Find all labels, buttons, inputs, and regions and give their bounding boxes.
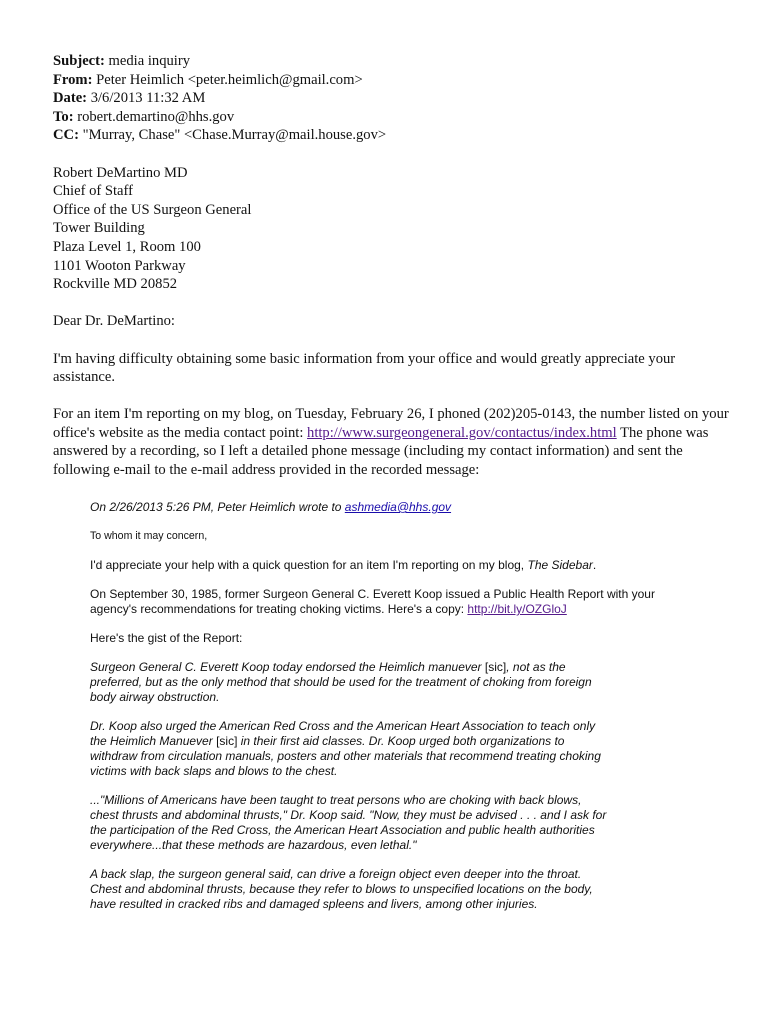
paragraph-phone-text: For an item I'm reporting on my blog, on Tuesday, February 26, I phoned (202)205-0143, the number listed on your office's website as the media contact point: <box>53 406 729 441</box>
question-text-end: . <box>592 558 597 572</box>
quoted-attribution <box>90 500 690 515</box>
gist-item-4: A back slap, the surgeon general said, can drive a foreign object even deeper into the throat. Chest and abdominal thrusts, because they refer to blows to unspecified locations on the body, have resulted in cracked ribs and damaged spleens and livers, among other injuries. <box>90 867 593 911</box>
gist-item-1 <box>90 660 610 705</box>
quoted-para-question <box>90 558 690 573</box>
quoted-para-gist: Here's the gist of the Report: <box>90 631 243 645</box>
date-value: 3/6/2013 11:32 AM <box>90 90 206 107</box>
paragraph-phone <box>53 405 733 479</box>
quoted-greeting: To whom it may concern, <box>90 530 208 542</box>
email-header <box>53 52 733 145</box>
address-line: Robert DeMartino MD <box>53 164 188 181</box>
gist-item-2 <box>90 719 610 779</box>
from-value: Peter Heimlich <peter.heimlich@gmail.com> <box>96 71 363 88</box>
sic-marker: [sic] <box>216 734 238 748</box>
sic-marker: [sic] <box>484 660 507 674</box>
to-line <box>53 108 733 127</box>
subject-label: Subject: <box>53 53 105 69</box>
to-label: To: <box>53 108 74 125</box>
address-line: Chief of Staff <box>53 183 133 200</box>
ashmedia-email-link[interactable]: ashmedia@hhs.gov <box>344 500 452 514</box>
subject-value: media inquiry <box>108 53 191 69</box>
gist-text: Surgeon General C. Everett Koop today endorsed the Heimlich manuever <box>90 660 485 674</box>
blog-title: The Sidebar <box>527 558 593 572</box>
from-line <box>53 71 733 90</box>
from-label: From: <box>53 71 93 88</box>
address-line: Rockville MD 20852 <box>53 276 178 293</box>
cc-line <box>53 126 733 145</box>
gist-text-cont: in their first aid classes. Dr. Koop urged both organizations to withdraw from circulation manuals, posters and other materials that recommend treating choking victims with back slaps and blows to the chest. <box>90 734 601 778</box>
date-label: Date: <box>53 90 88 107</box>
to-value: robert.demartino@hhs.gov <box>77 108 235 125</box>
surgeongeneral-contact-link[interactable]: http://www.surgeongeneral.gov/contactus/index.html <box>307 424 617 441</box>
address-line: Plaza Level 1, Room 100 <box>53 238 201 255</box>
paragraph-intro: I'm having difficulty obtaining some basic information from your office and would greatly appreciate your assistance. <box>53 350 676 386</box>
question-text: I'd appreciate your help with a quick question for an item I'm reporting on my blog, <box>90 558 528 572</box>
gist-item-3: ..."Millions of Americans have been taught to treat persons who are choking with back blows, chest thrusts and abdominal thrusts," Dr. Koop said. "Now, they must be advised . . . and I ask for the participation of the Red Cross, the American Heart Association and public health authorities everywhere...that these methods are hazardous, even lethal." <box>90 793 607 852</box>
attribution-text: On 2/26/2013 5:26 PM, Peter Heimlich wrote to <box>90 500 345 514</box>
subject-line <box>53 52 733 71</box>
gist-text-cont: , not as the preferred, but as the only method that should be used for the treatment of choking from foreign body airway obstruction. <box>90 660 592 704</box>
report-text: On September 30, 1985, former Surgeon General C. Everett Koop issued a Public Health Report with your agency's recommendations for treating choking victims. Here's a copy: <box>90 587 655 616</box>
address-line: Office of the US Surgeon General <box>53 201 252 218</box>
cc-label: CC: <box>53 127 79 144</box>
address-line: 1101 Wooton Parkway <box>53 257 186 274</box>
cc-value: "Murray, Chase" <Chase.Murray@mail.house.gov> <box>82 127 387 144</box>
paragraph-phone-text-cont: The phone was answered by a recording, so I left a detailed phone message (including my contact information) and sent the following e-mail to the e-mail address provided in the recorded message: <box>53 424 709 479</box>
recipient-address <box>53 164 733 294</box>
quoted-email <box>90 500 690 912</box>
address-line: Tower Building <box>53 220 145 237</box>
quoted-para-report <box>90 587 690 617</box>
gist-text: Dr. Koop also urged the American Red Cross and the American Heart Association to teach only the Heimlich Manuever <box>90 719 596 748</box>
salutation: Dear Dr. DeMartino: <box>53 313 175 330</box>
report-copy-link[interactable]: http://bit.ly/OZGloJ <box>467 602 567 616</box>
date-line <box>53 89 733 108</box>
email-document <box>53 52 733 480</box>
